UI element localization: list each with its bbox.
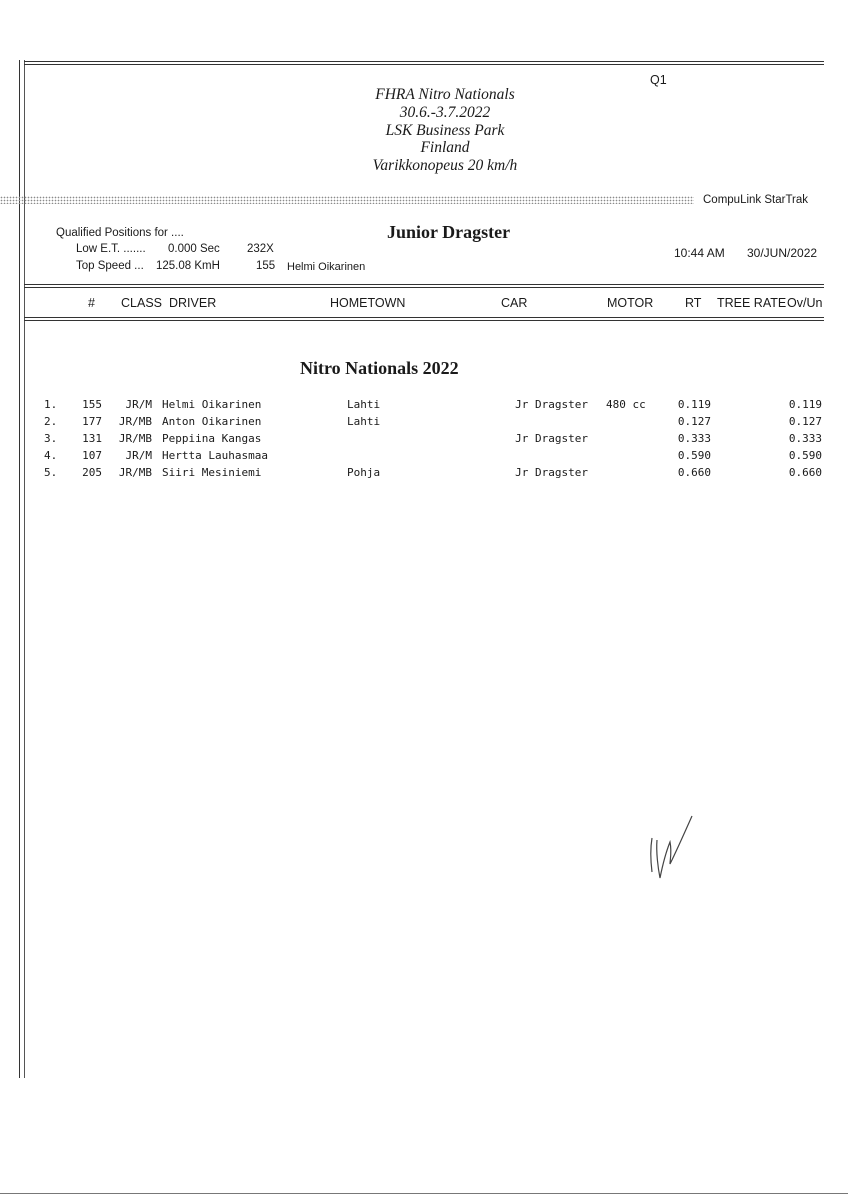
class-title: Junior Dragster [387,222,511,242]
qualifying-round-label: Q1 [650,73,667,87]
qualified-positions-label: Qualified Positions for .... [56,227,184,239]
col-tree-rate: TREE RATE [717,296,787,310]
row-position: 3. [44,432,58,445]
row-hometown: Pohja [347,466,381,479]
row-ovun: 0.660 [788,466,822,479]
top-speed-value: 125.08 KmH [156,260,220,272]
frame-left-border [19,60,20,1078]
row-car: Jr Dragster [515,432,588,445]
row-driver: Peppiina Kangas [162,432,262,445]
table-row [0,398,848,415]
top-speed-label: Top Speed ... [76,260,144,272]
row-position: 5. [44,466,58,479]
row-position: 4. [44,449,58,462]
row-car-number: 107 [82,449,102,462]
event-line-1: FHRA Nitro Nationals [375,86,515,103]
report-time: 10:44 AM [674,246,725,260]
top-rule [24,61,824,62]
col-car: CAR [501,296,528,310]
low-et-label: Low E.T. ....... [76,243,146,255]
event-line-3: LSK Business Park [385,122,505,139]
col-num: # [88,296,95,310]
row-class: JR/MB [118,466,152,479]
row-motor: 480 cc [606,398,646,411]
row-ovun: 0.127 [788,415,822,428]
frame-left-border-inner [24,60,25,1078]
row-ovun: 0.333 [788,432,822,445]
col-rt: RT [685,296,702,310]
row-driver: Helmi Oikarinen [162,398,262,411]
low-et-value: 0.000 Sec [168,243,220,255]
top-speed-car: 155 [256,260,276,272]
system-brand: CompuLink StarTrak [703,194,809,206]
row-rt: 0.660 [677,466,711,479]
row-class: JR/M [125,398,152,411]
header-rule-bottom [24,317,824,318]
row-ovun: 0.590 [788,449,822,462]
row-hometown: Lahti [347,398,381,411]
row-car-number: 131 [82,432,102,445]
row-car-number: 177 [82,415,102,428]
row-rt: 0.590 [677,449,711,462]
header-rule-bottom-2 [24,320,824,321]
row-car: Jr Dragster [515,398,588,411]
table-row [0,449,848,466]
col-motor: MOTOR [607,296,654,310]
event-line-2: 30.6.-3.7.2022 [399,104,491,121]
row-rt: 0.127 [677,415,711,428]
section-title: Nitro Nationals 2022 [300,358,459,378]
top-rule-2 [24,64,824,65]
signature-icon [640,812,700,884]
table-row [0,432,848,449]
col-driver: DRIVER [169,296,217,310]
report-date: 30/JUN/2022 [747,246,818,260]
row-car: Jr Dragster [515,466,588,479]
row-rt: 0.119 [677,398,711,411]
table-row [0,466,848,483]
col-ovun: Ov/Un [787,296,823,310]
table-row [0,415,848,432]
page-bottom-rule [0,1193,848,1194]
row-rt: 0.333 [677,432,711,445]
row-class: JR/MB [118,432,152,445]
row-driver: Hertta Lauhasmaa [162,449,268,462]
dotted-separator [0,196,694,204]
row-car-number: 205 [82,466,102,479]
row-car-number: 155 [82,398,102,411]
row-class: JR/M [125,449,152,462]
row-hometown: Lahti [347,415,381,428]
header-rule-top-2 [24,287,824,288]
row-driver: Anton Oikarinen [162,415,262,428]
row-position: 1. [44,398,58,411]
low-et-car: 232X [247,243,274,255]
row-driver: Siiri Mesiniemi [162,466,262,479]
row-ovun: 0.119 [788,398,822,411]
header-rule-top [24,284,824,285]
col-class: CLASS [121,296,162,310]
row-position: 2. [44,415,58,428]
col-hometown: HOMETOWN [330,296,406,310]
event-line-4: Finland [420,139,470,156]
event-line-5: Varikkonopeus 20 km/h [372,157,518,174]
top-speed-driver: Helmi Oikarinen [287,261,366,273]
row-class: JR/MB [118,415,152,428]
